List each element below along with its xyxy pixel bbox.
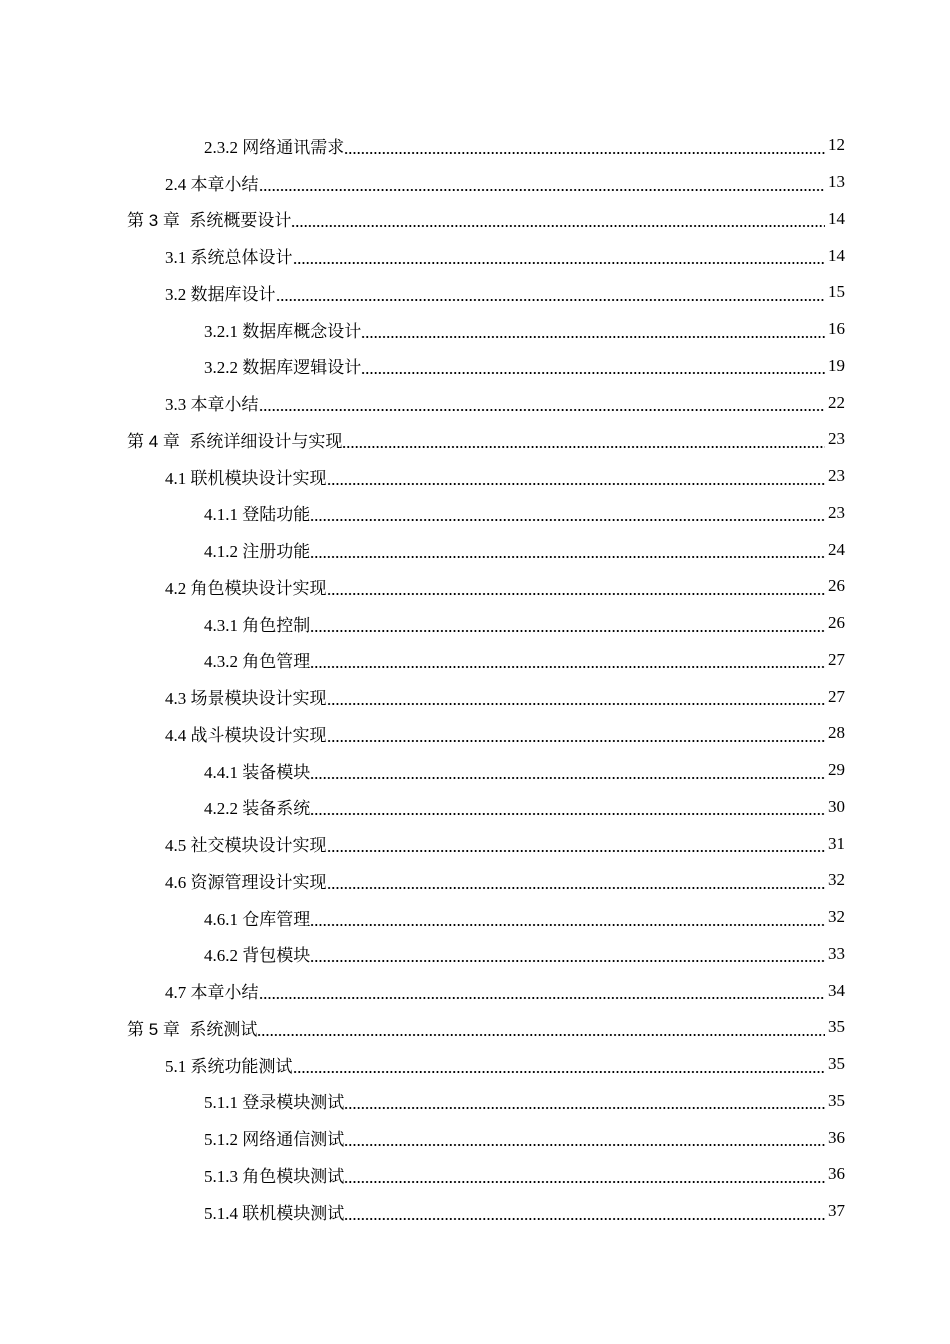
toc-entry-title: 4.1.2 注册功能 bbox=[204, 542, 311, 562]
toc-dot-leader bbox=[310, 556, 825, 558]
toc-entry-title: 4.6 资源管理设计实现 bbox=[165, 872, 327, 892]
toc-dot-leader bbox=[327, 593, 826, 595]
toc-entry-title: 4.2.2 装备系统 bbox=[204, 799, 311, 819]
toc-page-number: 36 bbox=[828, 1164, 845, 1184]
toc-entry[interactable] bbox=[0, 1009, 950, 1046]
toc-entry[interactable] bbox=[0, 862, 950, 899]
toc-page-number: 23 bbox=[828, 466, 845, 486]
toc-entry[interactable] bbox=[0, 531, 950, 568]
toc-page-number: 37 bbox=[828, 1201, 845, 1221]
toc-page-number: 23 bbox=[828, 502, 845, 522]
toc-page-number: 35 bbox=[828, 1054, 845, 1074]
toc-entry[interactable] bbox=[0, 642, 950, 679]
toc-page-number: 16 bbox=[828, 319, 845, 339]
toc-dot-leader bbox=[259, 189, 826, 191]
toc-dot-leader bbox=[361, 372, 825, 374]
toc-dot-leader bbox=[327, 850, 826, 852]
toc-page-number: 26 bbox=[828, 613, 845, 633]
toc-dot-leader bbox=[344, 152, 825, 154]
toc-dot-leader bbox=[310, 960, 825, 962]
toc-entry-title: 4.2 角色模块设计实现 bbox=[165, 578, 327, 598]
toc-page-number: 35 bbox=[828, 1090, 845, 1110]
toc-entry[interactable] bbox=[0, 715, 950, 752]
toc-page-number: 23 bbox=[828, 429, 845, 449]
toc-entry[interactable] bbox=[0, 384, 950, 421]
toc-entry[interactable] bbox=[0, 237, 950, 274]
toc-entry-title: 3.2.2 数据库逻辑设计 bbox=[204, 358, 362, 378]
toc-entry[interactable] bbox=[0, 789, 950, 826]
toc-dot-leader bbox=[259, 409, 826, 411]
toc-page-number: 26 bbox=[828, 576, 845, 596]
toc-entry-title: 3.3 本章小结 bbox=[165, 395, 259, 415]
toc-entry-title: 3.2 数据库设计 bbox=[165, 284, 276, 304]
toc-entry-title: 5.1.1 登录模块测试 bbox=[204, 1093, 345, 1113]
toc-page-number: 13 bbox=[828, 172, 845, 192]
toc-dot-leader bbox=[344, 1107, 825, 1109]
toc-entry[interactable] bbox=[0, 1156, 950, 1193]
toc-entry[interactable] bbox=[0, 348, 950, 385]
toc-entry-title: 2.4 本章小结 bbox=[165, 174, 259, 194]
toc-entry-title: 5.1.4 联机模块测试 bbox=[204, 1203, 345, 1223]
toc-dot-leader bbox=[259, 997, 826, 999]
toc-page-number: 32 bbox=[828, 907, 845, 927]
toc-dot-leader bbox=[327, 740, 826, 742]
toc-entry[interactable] bbox=[0, 972, 950, 1009]
toc-entry[interactable] bbox=[0, 1119, 950, 1156]
toc-entry-title: 第 3 章 系统概要设计 bbox=[127, 211, 292, 231]
toc-dot-leader bbox=[276, 299, 826, 301]
toc-entry-title: 第 4 章 系统详细设计与实现 bbox=[127, 431, 343, 451]
toc-dot-leader bbox=[344, 1144, 825, 1146]
toc-dot-leader bbox=[344, 1181, 825, 1183]
toc-page-number: 14 bbox=[828, 245, 845, 265]
toc-entry[interactable] bbox=[0, 1193, 950, 1230]
toc-entry-title: 5.1.3 角色模块测试 bbox=[204, 1166, 345, 1186]
toc-page-number: 32 bbox=[828, 870, 845, 890]
toc-entry-title: 第 5 章 系统测试 bbox=[127, 1019, 258, 1039]
toc-entry-title: 4.3.2 角色管理 bbox=[204, 652, 311, 672]
toc-entry[interactable] bbox=[0, 201, 950, 238]
toc-entry[interactable] bbox=[0, 752, 950, 789]
toc-entry-title: 5.1 系统功能测试 bbox=[165, 1056, 293, 1076]
toc-page-number: 33 bbox=[828, 943, 845, 963]
toc-entry[interactable] bbox=[0, 458, 950, 495]
toc-entry[interactable] bbox=[0, 678, 950, 715]
toc-dot-leader bbox=[310, 924, 825, 926]
toc-entry-title: 4.4.1 装备模块 bbox=[204, 762, 311, 782]
toc-page-number: 12 bbox=[828, 135, 845, 155]
toc-dot-leader bbox=[342, 446, 825, 448]
toc-entry[interactable] bbox=[0, 274, 950, 311]
toc-dot-leader bbox=[344, 1218, 825, 1220]
toc-entry[interactable] bbox=[0, 421, 950, 458]
toc-entry[interactable] bbox=[0, 311, 950, 348]
toc-entry-title: 4.5 社交模块设计实现 bbox=[165, 836, 327, 856]
toc-page-number: 31 bbox=[828, 833, 845, 853]
toc-dot-leader bbox=[327, 483, 826, 485]
toc-page-number: 27 bbox=[828, 686, 845, 706]
toc-page-number: 29 bbox=[828, 760, 845, 780]
toc-dot-leader bbox=[293, 1071, 826, 1073]
toc-entry-title: 4.6.2 背包模块 bbox=[204, 946, 311, 966]
toc-entry-title: 3.1 系统总体设计 bbox=[165, 248, 293, 268]
toc-dot-leader bbox=[310, 813, 825, 815]
toc-page-number: 24 bbox=[828, 539, 845, 559]
toc-dot-leader bbox=[361, 336, 825, 338]
toc-entry-title: 3.2.1 数据库概念设计 bbox=[204, 321, 362, 341]
toc-page-number: 30 bbox=[828, 796, 845, 816]
toc-dot-leader bbox=[257, 1034, 825, 1036]
toc-dot-leader bbox=[310, 777, 825, 779]
toc-page-number: 19 bbox=[828, 355, 845, 375]
toc-dot-leader bbox=[291, 225, 825, 227]
toc-page-number: 22 bbox=[828, 392, 845, 412]
toc-entry-title: 4.1 联机模块设计实现 bbox=[165, 468, 327, 488]
toc-entry[interactable] bbox=[0, 1083, 950, 1120]
toc-page-number: 36 bbox=[828, 1127, 845, 1147]
toc-dot-leader bbox=[310, 666, 825, 668]
toc-entry-title: 5.1.2 网络通信测试 bbox=[204, 1130, 345, 1150]
toc-entry[interactable] bbox=[0, 1046, 950, 1083]
toc-entry[interactable] bbox=[0, 936, 950, 973]
toc-entry-title: 4.7 本章小结 bbox=[165, 983, 259, 1003]
toc-page-number: 34 bbox=[828, 980, 845, 1000]
toc-entry-title: 4.3.1 角色控制 bbox=[204, 615, 311, 635]
toc-entry[interactable] bbox=[0, 899, 950, 936]
toc-entry-title: 2.3.2 网络通讯需求 bbox=[204, 137, 345, 157]
toc-dot-leader bbox=[293, 262, 826, 264]
toc-page-number: 27 bbox=[828, 649, 845, 669]
toc-page-number: 28 bbox=[828, 723, 845, 743]
toc-page-number: 14 bbox=[828, 208, 845, 228]
toc-page-number: 15 bbox=[828, 282, 845, 302]
toc-entry[interactable] bbox=[0, 825, 950, 862]
toc-entry-title: 4.1.1 登陆功能 bbox=[204, 505, 311, 525]
toc-dot-leader bbox=[327, 703, 826, 705]
toc-dot-leader bbox=[310, 519, 825, 521]
toc-entry-title: 4.4 战斗模块设计实现 bbox=[165, 725, 327, 745]
toc-entry[interactable] bbox=[0, 164, 950, 201]
toc-dot-leader bbox=[310, 630, 825, 632]
table-of-contents bbox=[0, 127, 950, 1230]
toc-entry[interactable] bbox=[0, 568, 950, 605]
toc-entry[interactable] bbox=[0, 605, 950, 642]
toc-entry-title: 4.6.1 仓库管理 bbox=[204, 909, 311, 929]
toc-entry[interactable] bbox=[0, 127, 950, 164]
toc-dot-leader bbox=[327, 887, 826, 889]
toc-entry[interactable] bbox=[0, 495, 950, 532]
toc-page-number: 35 bbox=[828, 1017, 845, 1037]
toc-entry-title: 4.3 场景模块设计实现 bbox=[165, 689, 327, 709]
